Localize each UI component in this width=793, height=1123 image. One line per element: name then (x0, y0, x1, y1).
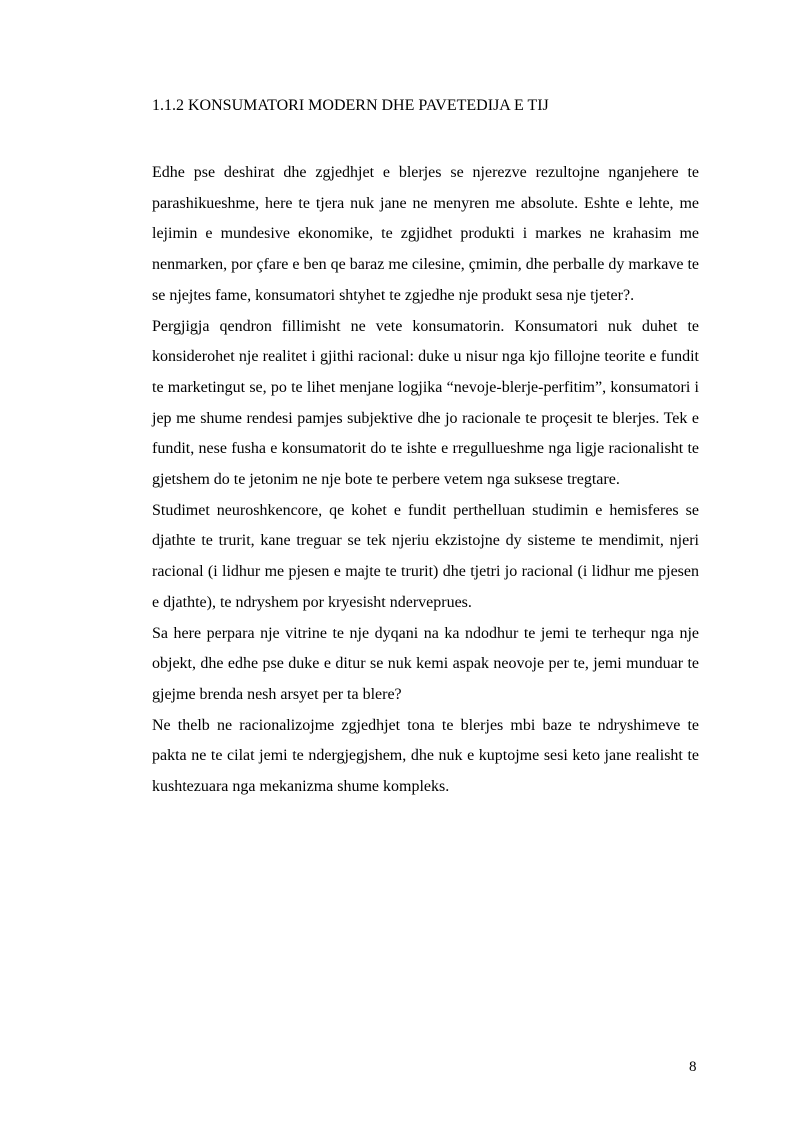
page-number: 8 (689, 1059, 697, 1075)
body-text (152, 158, 699, 803)
paragraph-5: Ne thelb ne racionalizojme zgjedhjet tona te blerjes mbi baze te ndryshimeve te pakta ne te cilat jemi te ndergjegjshem, dhe nuk e kuptojme sesi keto jane realisht te kushtezuara nga mekanizma shume kompleks. (152, 716, 699, 796)
paragraph-4: Sa here perpara nje vitrine te nje dyqani na ka ndodhur te jemi te terhequr nga nje objekt, dhe edhe pse duke e ditur se nuk kemi aspak neovoje per te, jemi munduar te gjejme brenda nesh arsyet per ta blere? (152, 624, 699, 703)
paragraph-2: Pergjigja qendron fillimisht ne vete konsumatorin. Konsumatori nuk duhet te konsiderohet nje realitet i gjithi racional: duke u nisur nga kjo fillojne teorite e fundit te marketingut se, po te lihet menjane logjika “nevoje-blerje-perfitim”, konsumatori i jep me shume rendesi pamjes subjektive dhe jo racionale te proçesit te blerjes. Tek e fundit, nese fusha e konsumatorit do te ishte e rregullueshme nga ligje racionalisht te gjetshem do te jetonim ne nje bote te perbere vetem nga suksese tregtare. (152, 317, 699, 489)
paragraph-3: Studimet neuroshkencore, qe kohet e fundit perthelluan studimin e hemisferes se djathte te trurit, kane treguar se tek njeriu ekzistojne dy sisteme te mendimit, njeri racional (i lidhur me pjesen e majte te trurit) dhe tjetri jo racional (i lidhur me pjesen e djathte), te ndryshem por kryesisht nderveprues. (152, 501, 699, 611)
section-heading: 1.1.2 KONSUMATORI MODERN DHE PAVETEDIJA E TIJ (152, 97, 549, 114)
paragraph-1: Edhe pse deshirat dhe zgjedhjet e blerjes se njerezve rezultojne nganjehere te parashikueshme, here te tjera nuk jane ne menyren me absolute. Eshte e lehte, me lejimin e mundesive ekonomike, te zgjidhet produkti i markes ne krahasim me nenmarken, por çfare e ben qe baraz me cilesine, çmimin, dhe perballe dy markave te se njejtes fame, konsumatori shtyhet te zgjedhe nje produkt sesa nje tjeter?. (152, 164, 699, 304)
